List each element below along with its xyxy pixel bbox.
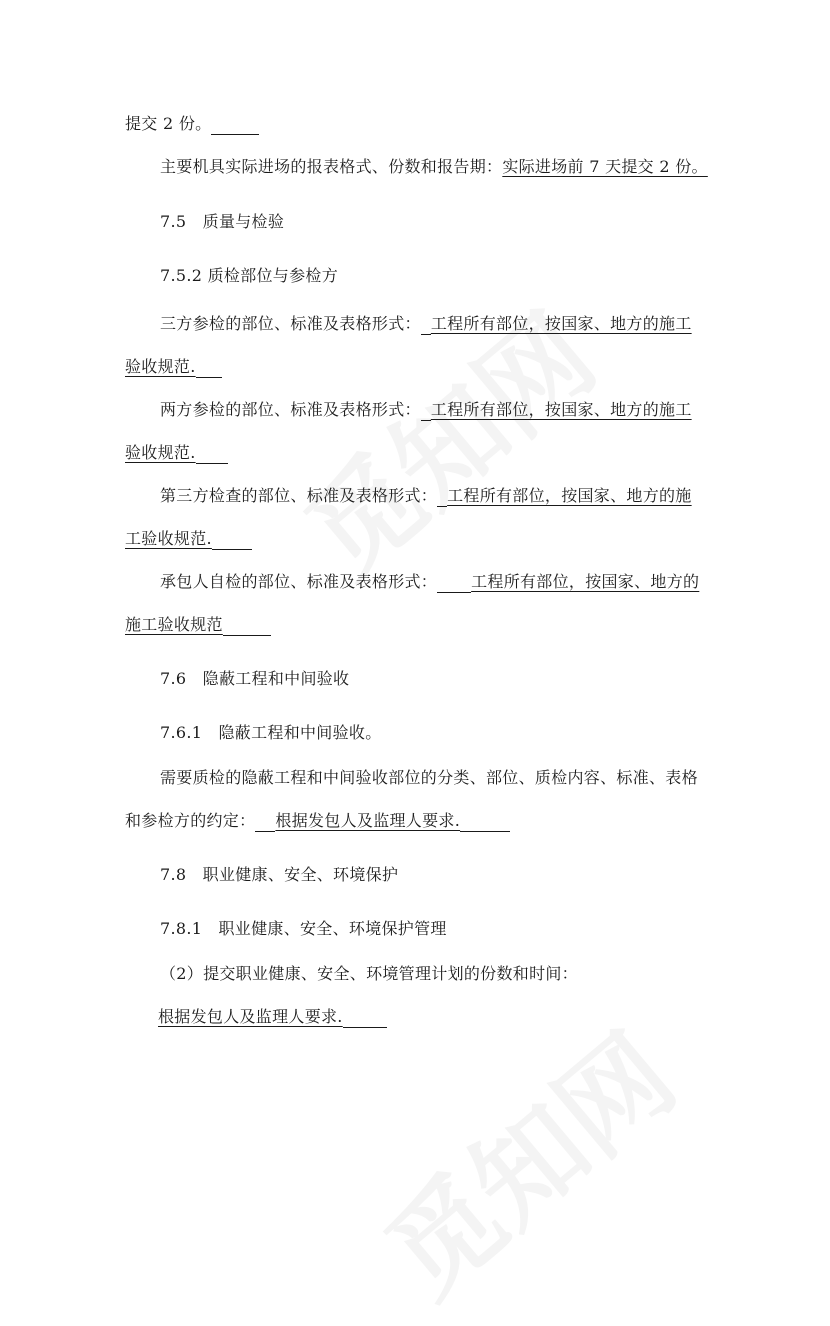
three-party-value-cont: 验收规范. — [125, 357, 196, 376]
heading-7-6-1: 7.6.1 隐蔽工程和中间验收。 — [160, 723, 382, 742]
third-party-value: 工程所有部位，按国家、地方的施 — [447, 486, 692, 505]
hidden-works-value: 根据发包人及监理人要求. — [275, 811, 461, 830]
line-ehs-plan: （2）提交职业健康、安全、环境管理计划的份数和时间： — [160, 964, 578, 983]
underline-blank — [211, 114, 259, 135]
third-party-label: 第三方检查的部位、标准及表格形式： — [160, 486, 438, 505]
line-self-check-label — [160, 571, 699, 593]
underline-blank — [196, 443, 228, 464]
line-submit-copies — [125, 113, 259, 135]
underline-gap — [255, 811, 275, 832]
ehs-plan-value: 根据发包人及监理人要求. — [158, 1007, 343, 1026]
heading-7-5-2: 7.5.2 质检部位与参检方 — [160, 266, 338, 285]
line-third-party-cont — [125, 528, 252, 550]
underline-gap — [421, 314, 431, 335]
watermark-bottom — [348, 992, 702, 1325]
heading-7-8: 7.8 职业健康、安全、环境保护 — [160, 865, 399, 884]
heading-7-6: 7.6 隐蔽工程和中间验收 — [160, 669, 350, 688]
self-check-label: 承包人自检的部位、标准及表格形式： — [160, 572, 438, 591]
third-party-value-cont: 工验收规范. — [125, 529, 212, 548]
underline-gap — [437, 486, 447, 507]
two-party-value: 工程所有部位，按国家、地方的施工 — [430, 400, 692, 419]
heading-7-8-1: 7.8.1 职业健康、安全、环境保护管理 — [160, 919, 447, 938]
self-check-value: 工程所有部位，按国家、地方的 — [471, 572, 700, 591]
machinery-report-value: 实际进场前 7 天提交 2 份。 — [502, 157, 708, 176]
heading-7-5: 7.5 质量与检验 — [160, 212, 285, 231]
underline-blank — [212, 529, 252, 550]
line-three-party-cont — [125, 356, 222, 378]
line-hidden-works-desc: 需要质检的隐蔽工程和中间验收部位的分类、部位、质检内容、标准、表格 — [160, 768, 698, 787]
line-self-check-cont — [125, 614, 271, 636]
underline-blank — [223, 615, 271, 636]
three-party-value: 工程所有部位，按国家、地方的施工 — [430, 314, 692, 333]
two-party-value-cont: 验收规范. — [125, 443, 196, 462]
underline-blank — [343, 1007, 387, 1028]
underline-blank — [196, 357, 222, 378]
self-check-value-cont: 施工验收规范 — [125, 615, 223, 634]
line-two-party-label — [160, 399, 692, 421]
machinery-report-label: 主要机具实际进场的报表格式、份数和报告期： — [160, 157, 503, 176]
line-machinery-report — [160, 156, 708, 178]
underline-gap — [437, 572, 471, 593]
three-party-label: 三方参检的部位、标准及表格形式： — [160, 314, 421, 333]
two-party-label: 两方参检的部位、标准及表格形式： — [160, 400, 421, 419]
line-three-party-label — [160, 313, 692, 335]
line-two-party-cont — [125, 442, 228, 464]
hidden-works-label: 和参检方的约定： — [125, 811, 256, 830]
line-ehs-plan-value — [158, 1006, 387, 1028]
text-submit-copies: 提交 2 份。 — [125, 114, 212, 133]
line-hidden-works-agreement — [125, 810, 510, 832]
underline-gap — [421, 400, 431, 421]
underline-blank — [460, 811, 510, 832]
line-third-party-label — [160, 485, 692, 507]
